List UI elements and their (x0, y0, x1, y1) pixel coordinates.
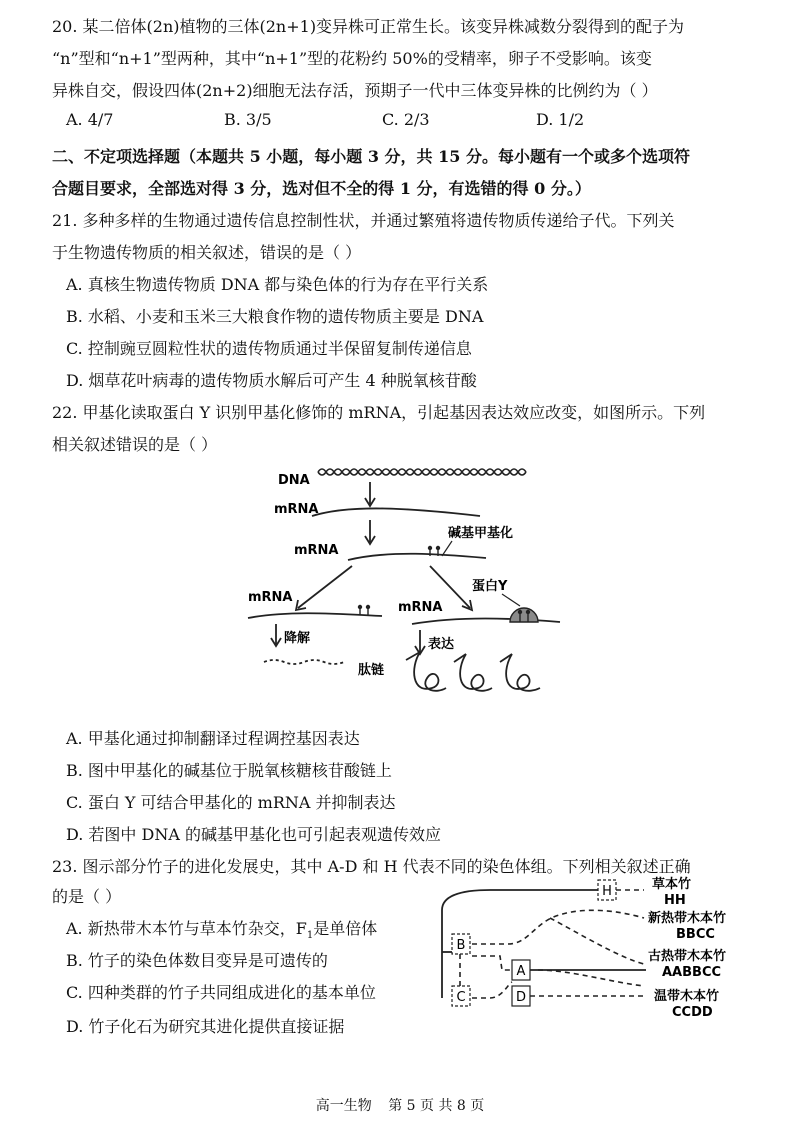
q22-stem-line-2: 相关叙述错误的是（ ） (52, 435, 218, 454)
mrna-label-4: mRNA (398, 600, 443, 615)
svg-text:D: D (515, 990, 527, 1005)
q23-option-c: C. 四种类群的竹子共同组成进化的基本单位 (66, 983, 376, 1002)
herbaceous-bamboo-label: 草本竹 (652, 877, 692, 892)
neotropical-genome: BBCC (676, 927, 715, 942)
methyl-group-marks-left (358, 605, 370, 615)
herbaceous-genome: HH (664, 893, 686, 908)
q20-stem-line-3: 异株自交，假设四体(2n+2)细胞无法存活，预期子一代中三体变异株的比例约为（ ） (52, 81, 658, 100)
section2-heading-line-1: 二、不定项选择题（本题共 5 小题，每小题 3 分，共 15 分。每小题有一个或多个选项符 (52, 147, 690, 166)
footer-subject: 高一生物 (315, 1098, 372, 1114)
genome-box-a (512, 960, 530, 980)
q22-option-b: B. 图中甲基化的碱基位于脱氧核糖核苷酸链上 (66, 761, 392, 780)
mrna-strand-3 (248, 613, 382, 618)
genome-box-b (452, 934, 470, 954)
methylation-label: 碱基甲基化 (448, 526, 514, 541)
degraded-rna-fragments (264, 660, 344, 664)
peptide-chains (406, 652, 540, 691)
q23-option-a-text-end: 是单倍体 (313, 919, 378, 938)
q20-option-c: C. 2/3 (382, 110, 430, 129)
q23-option-a-text: A. 新热带木本竹与草本竹杂交，F (66, 919, 307, 938)
svg-text:C: C (456, 990, 466, 1005)
dna-label: DNA (278, 473, 310, 488)
q23-option-a (66, 916, 377, 941)
dna-double-helix (318, 469, 526, 475)
q21-option-c: C. 控制豌豆圆粒性状的遗传物质通过半保留复制传递信息 (66, 339, 472, 358)
degrade-label: 降解 (284, 631, 311, 646)
peptide-label: 肽链 (358, 663, 385, 678)
genome-box-d (512, 986, 530, 1006)
q23-option-a-subscript: 1 (306, 930, 314, 942)
q21-option-d: D. 烟草花叶病毒的遗传物质水解后可产生 4 种脱氧核苷酸 (66, 371, 477, 390)
mrna-strand-2 (348, 554, 486, 560)
q20-stem-line-1: 20. 某二倍体(2n)植物的三体(2n+1)变异株可正常生长。该变异株减数分裂得到的配子为 (52, 17, 685, 36)
mrna-label-2: mRNA (294, 543, 339, 558)
q23-stem-line-1: 23. 图示部分竹子的进化发展史，其中 A-D 和 H 代表不同的染色体组。下列相关叙述正确 (52, 857, 691, 876)
express-label: 表达 (428, 637, 455, 652)
svg-text:A: A (516, 964, 526, 979)
footer-page-number: 第 5 页 共 8 页 (388, 1098, 485, 1114)
temperate-genome: CCDD (672, 1005, 713, 1020)
protein-y-shape (510, 608, 538, 622)
mrna-label-3: mRNA (248, 590, 293, 605)
q21-stem-line-1: 21. 多种多样的生物通过遗传信息控制性状，并通过繁殖将遗传物质传递给子代。下列关 (52, 211, 675, 230)
paleotropical-bamboo-label: 古热带木本竹 (648, 949, 727, 964)
q22-option-a: A. 甲基化通过抑制翻译过程调控基因表达 (66, 729, 360, 748)
q22-option-d: D. 若图中 DNA 的碱基甲基化也可引起表观遗传效应 (66, 825, 441, 844)
genome-box-h (598, 880, 616, 900)
q20-stem-line-2: “n”型和“n+1”型两种，其中“n+1”型的花粉约 50%的受精率，卵子不受影响。该变 (52, 49, 652, 68)
methylation-diagram (240, 458, 580, 708)
q22-option-c: C. 蛋白 Y 可结合甲基化的 mRNA 并抑制表达 (66, 793, 396, 812)
protein-y-label: 蛋白Y (472, 579, 508, 594)
q21-stem-line-2: 于生物遗传物质的相关叙述，错误的是（ ） (52, 243, 362, 262)
q20-option-b: B. 3/5 (224, 110, 272, 129)
mrna-strand-1 (312, 508, 480, 516)
svg-text:B: B (456, 938, 466, 953)
q23-option-b: B. 竹子的染色体数目变异是可遗传的 (66, 951, 328, 970)
q23-stem-line-2: 的是（ ） (52, 887, 122, 906)
q22-stem-line-1: 22. 甲基化读取蛋白 Y 识别甲基化修饰的 mRNA，引起基因表达效应改变，如图所示。下列 (52, 403, 706, 422)
genome-box-c (452, 986, 470, 1006)
q20-option-a: A. 4/7 (66, 110, 114, 129)
paleotropical-genome: AABBCC (662, 965, 722, 980)
svg-text:H: H (602, 884, 612, 899)
page-footer (0, 1095, 800, 1115)
bamboo-evolution-tree (430, 874, 776, 1024)
mrna-label-1: mRNA (274, 502, 319, 517)
q23-option-d: D. 竹子化石为研究其进化提供直接证据 (66, 1017, 345, 1036)
section2-heading-line-2: 合题目要求，全部选对得 3 分，选对但不全的得 1 分，有选错的得 0 分。） (52, 179, 591, 198)
temperate-bamboo-label: 温带木本竹 (654, 989, 720, 1004)
q21-option-b: B. 水稻、小麦和玉米三大粮食作物的遗传物质主要是 DNA (66, 307, 484, 326)
neotropical-bamboo-label: 新热带木本竹 (648, 911, 727, 926)
q20-option-d: D. 1/2 (536, 110, 585, 129)
q21-option-a: A. 真核生物遗传物质 DNA 都与染色体的行为存在平行关系 (66, 275, 489, 294)
